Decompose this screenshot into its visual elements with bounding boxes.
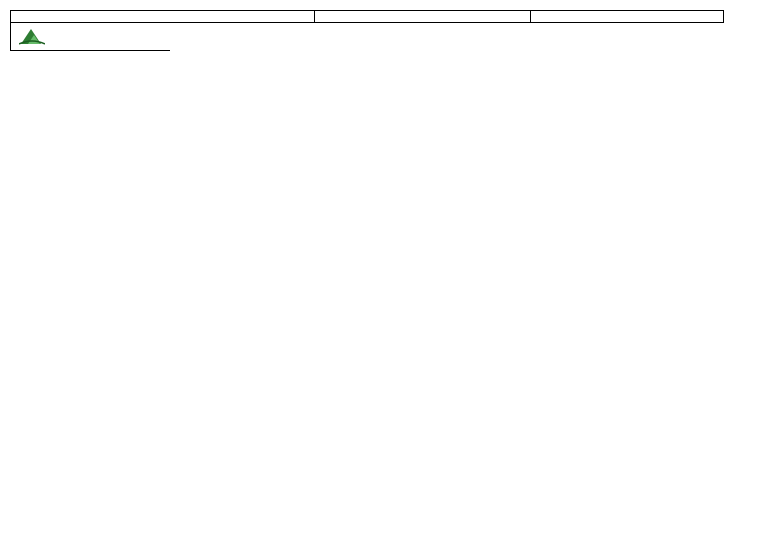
header-row [10,10,724,23]
order-form-sheet [10,10,724,524]
logo-cell [10,23,170,51]
adventure-logo [19,26,91,46]
